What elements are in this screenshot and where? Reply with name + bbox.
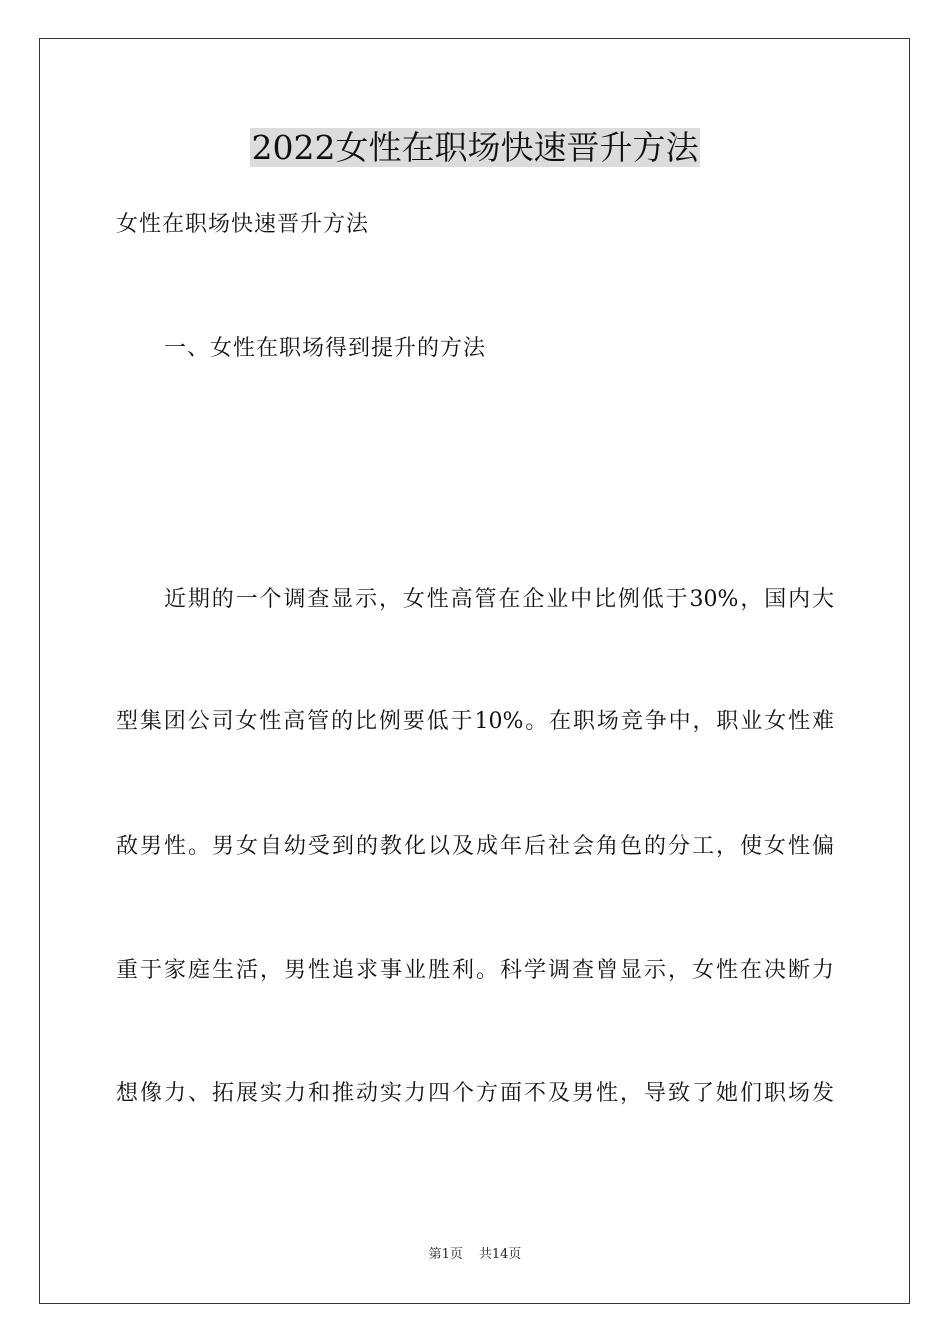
paragraph-line: 型集团公司女性高管的比例要低于10%。在职场竞争中，职业女性难 (116, 709, 834, 734)
page-footer (0, 1246, 950, 1264)
document-title-text: 2022女性在职场快速晋升方法 (251, 128, 699, 167)
section-heading: 一、女性在职场得到提升的方法 (164, 336, 487, 361)
paragraph-line: 近期的一个调查显示，女性高管在企业中比例低于30%，国内大 (164, 587, 834, 612)
paragraph-line: 想像力、拓展实力和推动实力四个方面不及男性，导致了她们职场发 (116, 1081, 834, 1106)
page-number: 第1页 (428, 1247, 463, 1262)
paragraph-line: 重于家庭生活，男性追求事业胜利。科学调查曾显示，女性在决断力 (116, 958, 834, 983)
page-total: 共14页 (478, 1247, 522, 1262)
paragraph-line: 敌男性。男女自幼受到的教化以及成年后社会角色的分工，使女性偏 (116, 834, 834, 859)
document-subtitle: 女性在职场快速晋升方法 (116, 212, 370, 237)
document-title (0, 126, 950, 170)
